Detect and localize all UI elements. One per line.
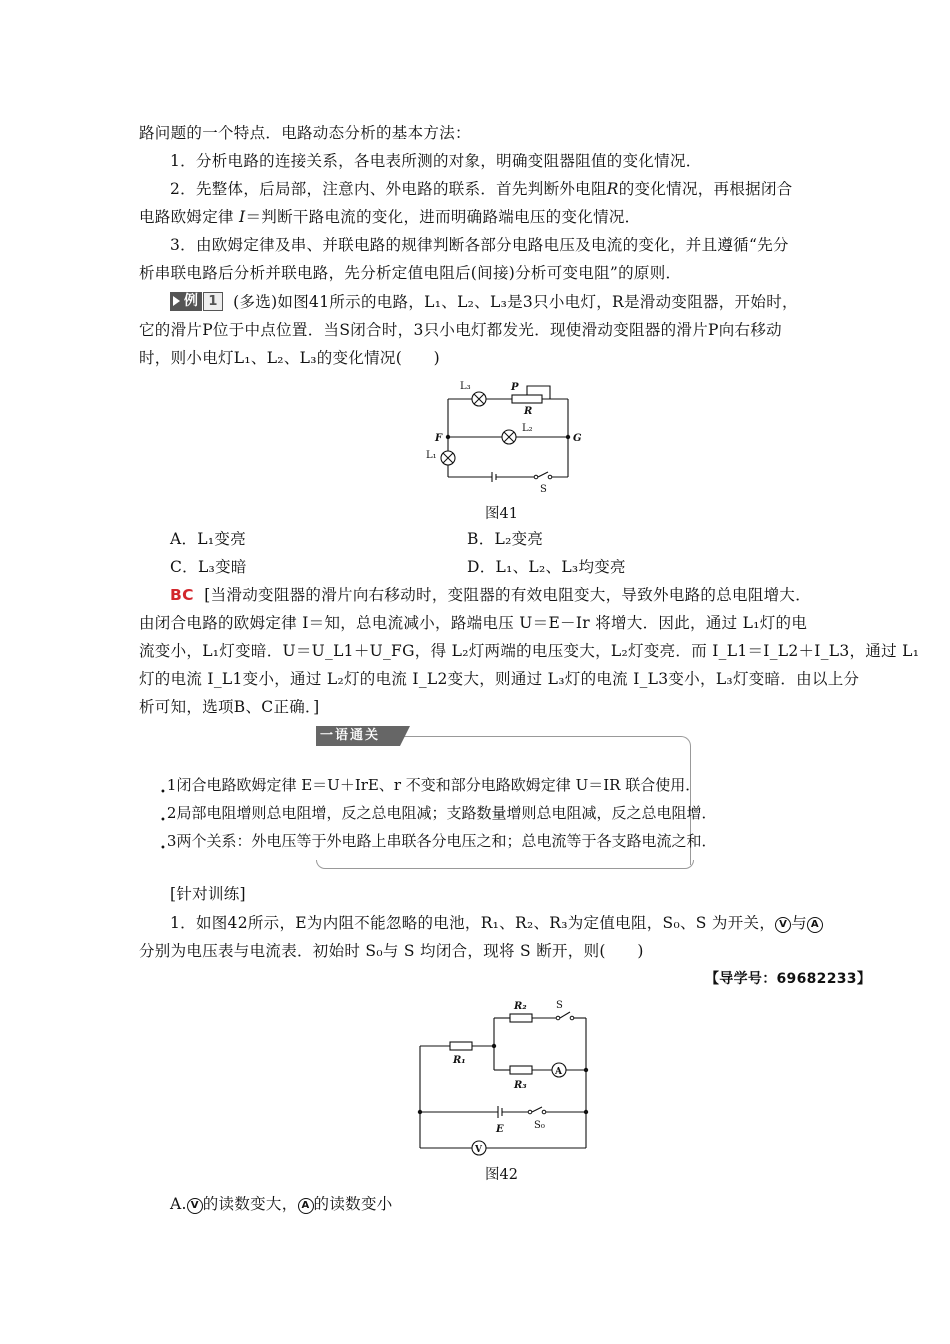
node-G bbox=[566, 435, 570, 439]
training-option-a-text-2: 的读数变小 bbox=[313, 1195, 393, 1213]
var-I: I bbox=[239, 208, 246, 226]
circuit-diagram-41 bbox=[420, 378, 590, 498]
label-S0: S₀ bbox=[534, 1120, 545, 1131]
summary-bullet-1-num: 1 bbox=[166, 776, 177, 794]
summary-bullet-1: $_•$1闭合电路欧姆定律 E＝U＋IrE、r 不变和部分电路欧姆定律 U＝IR 联合使用． bbox=[160, 776, 701, 798]
answer-line-3: 流变小，L₁灯变暗．U＝U_L1＋U_FG，得 L₂灯两端的电压变大，L₂灯变亮．而 I_L1＝I_L2＋I_L3，通过 L₁ bbox=[139, 642, 920, 660]
label-E: E bbox=[496, 1124, 504, 1135]
training-option-a bbox=[170, 1193, 393, 1215]
answer-line-1 bbox=[170, 584, 811, 606]
option-b: B．L₂变亮 bbox=[467, 530, 544, 548]
option-c: C．L₃变暗 bbox=[170, 558, 247, 576]
summary-tag: 一语通关 bbox=[316, 726, 400, 746]
example-line-3: 时，则小电灯L₁、L₂、L₃的变化情况( ) bbox=[139, 349, 441, 367]
summary-bullet-3-num: 3 bbox=[166, 832, 177, 850]
option-d: D．L₁、L₂、L₃均变亮 bbox=[467, 558, 626, 576]
intro-step-2-cont bbox=[139, 206, 641, 228]
ammeter-symbol-2: A bbox=[298, 1198, 314, 1214]
summary-bullet-2-text: 局部电阻增则总电阻增，反之总电阻减；支路数量增则总电阻减，反之总电阻增． bbox=[176, 804, 717, 822]
summary-bullet-2-num: 2 bbox=[166, 804, 177, 822]
label-S: S bbox=[556, 1000, 563, 1011]
intro-step-2-a: 2．先整体，后局部，注意内、外电路的联系．首先判断外电阻 bbox=[170, 180, 607, 198]
label-R2: R₂ bbox=[514, 1001, 527, 1012]
example-line-1 bbox=[170, 291, 798, 313]
training-option-a-letter: A bbox=[170, 1195, 182, 1213]
answer-line-2: 由闭合电路的欧姆定律 I＝知，总电流减小，路端电压 U＝E－Ir 将增大．因此，通过 L₁灯的电 bbox=[139, 614, 808, 632]
var-R: R bbox=[606, 180, 619, 198]
answer-text-1: [当滑动变阻器的滑片向右移动时，变阻器的有效电阻变大，导致外电路的总电阻增大． bbox=[204, 586, 812, 604]
figure-41-caption: 图41 bbox=[485, 506, 518, 522]
intro-step-3-cont: 析串联电路后分析并联电路，先分析定值电阻后(间接)分析可变电阻”的原则． bbox=[139, 264, 682, 282]
label-R: R bbox=[524, 406, 533, 417]
label-L2: L₂ bbox=[522, 423, 533, 434]
label-S: S bbox=[540, 484, 547, 495]
label-G: G bbox=[573, 433, 582, 444]
answer-key: BC bbox=[170, 586, 194, 604]
label-F: F bbox=[435, 433, 443, 444]
label-R3: R₃ bbox=[514, 1080, 527, 1091]
label-L3: L₃ bbox=[460, 381, 471, 392]
intro-step-2-b: 的变化情况，再根据闭合 bbox=[618, 180, 793, 198]
summary-bullet-2: $_•$2局部电阻增则总电阻增，反之总电阻减；支路数量增则总电阻减，反之总电阻增． bbox=[160, 804, 717, 826]
intro-step-1: 1．分析电路的连接关系，各电表所测的对象，明确变阻器阻值的变化情况． bbox=[170, 152, 702, 170]
summary-bullet-3: $_•$3两个关系：外电压等于外电路上串联各分电压之和；总电流等于各支路电流之和． bbox=[160, 832, 717, 854]
answer-line-4: 灯的电流 I_L1变小，通过 L₂灯的电流 I_L2变大，则通过 L₃灯的电流 I_L3变小，L₃灯变暗．由以上分 bbox=[139, 670, 860, 688]
label-L1: L₁ bbox=[426, 450, 437, 461]
label-P: P bbox=[511, 382, 519, 393]
training-heading: [针对训练] bbox=[170, 885, 246, 903]
node-F bbox=[446, 435, 450, 439]
summary-bullet-1-text: 闭合电路欧姆定律 E＝U＋IrE、r 不变和部分电路欧姆定律 U＝IR 联合使用． bbox=[176, 776, 701, 794]
training-option-a-dot: . bbox=[181, 1195, 187, 1213]
option-a: A．L₁变亮 bbox=[170, 530, 247, 548]
answer-line-5: 析可知，选项B、C正确．] bbox=[139, 698, 320, 716]
example-tag: 例 bbox=[170, 292, 202, 311]
intro-line-0: 路问题的一个特点．电路动态分析的基本方法： bbox=[139, 124, 471, 142]
figure-42-caption: 图42 bbox=[485, 1167, 518, 1183]
example-line-2: 它的滑片P位于中点位置．当S闭合时，3只小电灯都发光．现使滑动变阻器的滑片P向右移动 bbox=[139, 321, 782, 339]
guide-number: 【导学号：69682233】 bbox=[705, 971, 872, 987]
circuit-diagram-42 bbox=[410, 998, 600, 1158]
label-R1: R₁ bbox=[453, 1055, 466, 1066]
training-option-a-text-1: 的读数变大， bbox=[202, 1195, 298, 1213]
training-q1-text-b: 与 bbox=[791, 914, 807, 932]
intro-step-2-c: 电路欧姆定律 bbox=[139, 208, 234, 226]
summary-frame-bottom bbox=[316, 860, 694, 869]
label-voltmeter: V bbox=[475, 1145, 482, 1155]
training-q1-line-2: 分别为电压表与电流表．初始时 S₀与 S 均闭合，现将 S 断开，则( ) bbox=[139, 942, 644, 960]
label-ammeter: A bbox=[555, 1067, 562, 1077]
summary-bullet-3-text: 两个关系：外电压等于外电路上串联各分电压之和；总电流等于各支路电流之和． bbox=[176, 832, 717, 850]
example-text-1: (多选)如图41所示的电路，L₁、L₂、L₃是3只小电灯，R是滑动变阻器，开始时， bbox=[233, 293, 798, 311]
training-q1-text-a: 1．如图42所示，E为内阻不能忽略的电池，R₁、R₂、R₃为定值电阻，S₀、S 为开关， bbox=[170, 914, 776, 932]
voltmeter-symbol: V bbox=[775, 917, 791, 933]
example-number: 1 bbox=[203, 292, 222, 311]
ammeter-symbol: A bbox=[807, 917, 823, 933]
intro-step-2 bbox=[170, 178, 793, 200]
voltmeter-symbol-2: V bbox=[187, 1198, 203, 1214]
intro-step-3: 3．由欧姆定律及串、并联电路的规律判断各部分电路电压及电流的变化，并且遵循“先分 bbox=[170, 236, 789, 254]
training-q1-line-1 bbox=[170, 912, 823, 934]
intro-step-2-d: ＝判断干路电流的变化，进而明确路端电压的变化情况． bbox=[245, 208, 641, 226]
